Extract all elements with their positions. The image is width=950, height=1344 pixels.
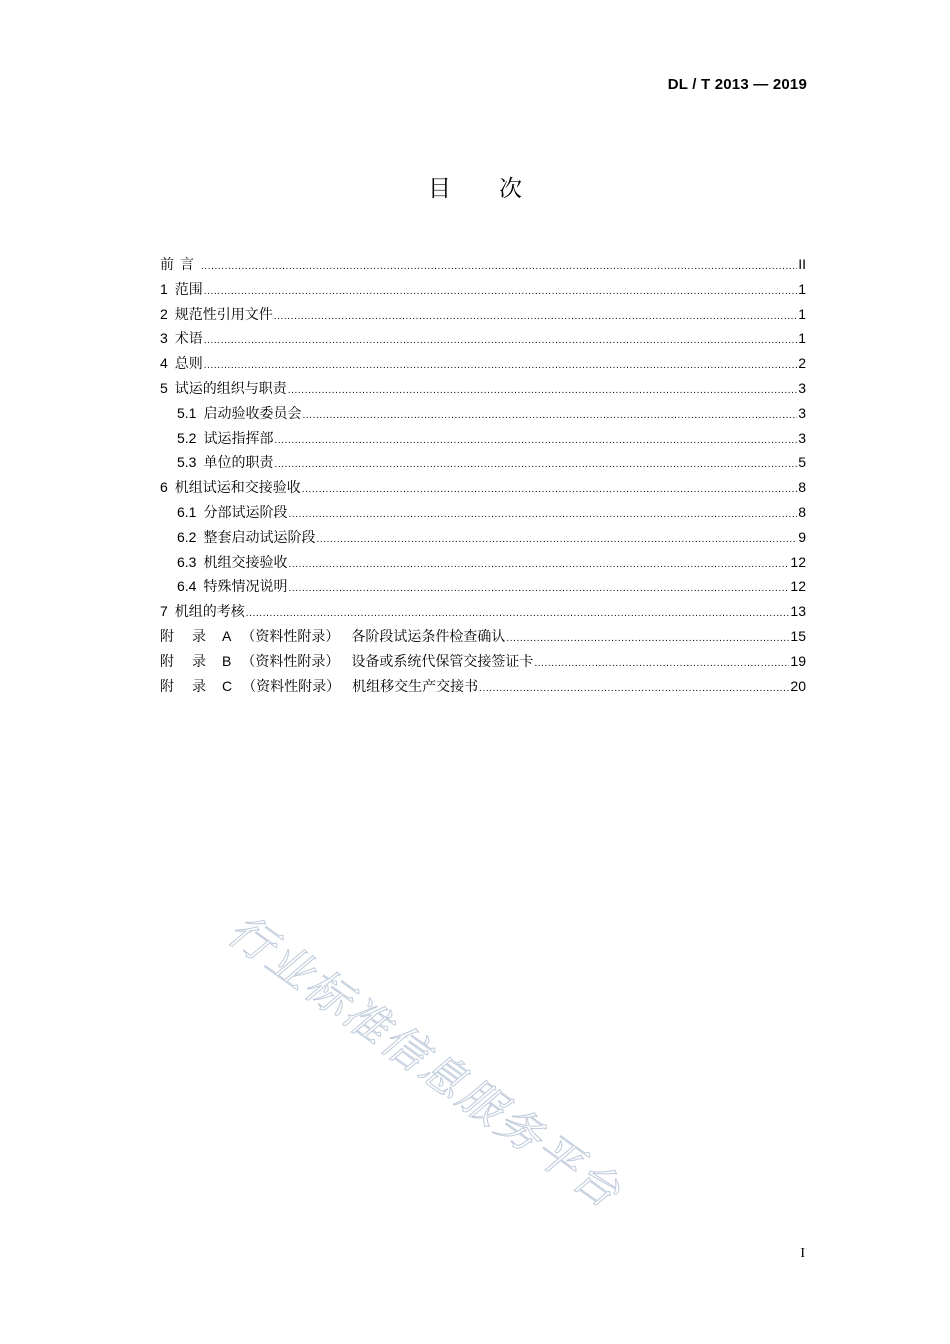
toc-entry-appendix-b[interactable] — [160, 649, 806, 674]
standard-code: DL / T 2013 — 2019 — [667, 76, 807, 93]
appendix-word-1: 附 — [160, 678, 174, 695]
toc-entry-number: 7 — [160, 603, 168, 620]
toc-entry-6-1[interactable] — [160, 500, 806, 525]
table-of-contents — [160, 252, 806, 698]
toc-entry-label: 特殊情况说明 — [203, 579, 288, 596]
toc-entry-page: 12 — [790, 553, 806, 570]
toc-entry-label: 启动验收委员会 — [203, 405, 302, 422]
appendix-word-2: 录 — [192, 628, 206, 645]
toc-entry-page: 8 — [798, 503, 806, 520]
appendix-letter: C — [222, 677, 233, 694]
toc-leader — [506, 627, 789, 652]
toc-entry-page: 1 — [798, 280, 806, 297]
toc-entry-6-2[interactable] — [160, 525, 806, 550]
toc-entry-4[interactable] — [160, 351, 806, 376]
toc-leader — [479, 677, 789, 702]
toc-entry-page: 1 — [798, 305, 806, 322]
toc-entry-number: 6 — [160, 479, 168, 496]
toc-entry-5-1[interactable] — [160, 401, 806, 426]
toc-entry-number: 5 — [160, 379, 168, 396]
toc-entry-label: 机组的考核 — [174, 604, 245, 621]
toc-entry-page: 3 — [798, 379, 806, 396]
toc-entry-number: 2 — [160, 305, 168, 322]
toc-entry-page: 15 — [790, 627, 806, 644]
appendix-letter: B — [222, 652, 232, 669]
toc-leader — [534, 652, 789, 677]
toc-entry-2[interactable] — [160, 302, 806, 327]
toc-entry-5-3[interactable] — [160, 450, 806, 475]
appendix-type: （资料性附录） — [242, 678, 341, 695]
toc-entry-page: 20 — [790, 677, 806, 694]
toc-entry-3[interactable] — [160, 326, 806, 351]
toc-leader — [288, 379, 797, 404]
toc-entry-page: 3 — [798, 404, 806, 421]
toc-entry-label: 总则 — [174, 356, 203, 373]
toc-entry-label — [160, 649, 533, 675]
toc-entry-label: 分部试运阶段 — [203, 504, 288, 521]
toc-entry-6-4[interactable] — [160, 574, 806, 599]
toc-entry-label: 机组交接验收 — [203, 554, 288, 571]
toc-leader — [204, 280, 797, 305]
toc-entry-5-2[interactable] — [160, 426, 806, 451]
toc-entry-page: 9 — [798, 528, 806, 545]
toc-entry-number: 3 — [160, 330, 168, 347]
toc-entry-page: 13 — [790, 603, 806, 620]
toc-leader — [288, 577, 789, 602]
watermark: 行业标准信息服务平台 — [218, 904, 631, 1220]
toc-entry-number: 6.3 — [177, 553, 197, 570]
appendix-letter: A — [222, 627, 232, 644]
toc-entry-6-3[interactable] — [160, 550, 806, 575]
toc-entry-page: 8 — [798, 479, 806, 496]
toc-entry-page: II — [798, 256, 806, 272]
appendix-title: 机组移交生产交接书 — [352, 678, 479, 695]
toc-entry-7[interactable] — [160, 599, 806, 624]
toc-entry-label: 整套启动试运阶段 — [203, 529, 316, 546]
toc-entry-number: 6.2 — [177, 528, 197, 545]
toc-entry-number: 5.3 — [177, 454, 197, 471]
toc-entry-number: 6.4 — [177, 578, 197, 595]
toc-entry-number: 6.1 — [177, 503, 197, 520]
toc-entry-6[interactable] — [160, 475, 806, 500]
toc-entry-foreword[interactable] — [160, 252, 806, 277]
toc-entry-label: 试运的组织与职责 — [174, 380, 287, 397]
toc-entry-page: 3 — [798, 429, 806, 446]
toc-entry-page: 12 — [790, 578, 806, 595]
appendix-word-1: 附 — [160, 653, 174, 670]
toc-leader — [274, 305, 797, 330]
toc-entry-5[interactable] — [160, 376, 806, 401]
toc-entry-label — [160, 674, 478, 700]
toc-leader — [316, 528, 797, 553]
toc-leader — [302, 478, 797, 503]
toc-entry-page: 1 — [798, 330, 806, 347]
appendix-title: 设备或系统代保管交接签证卡 — [351, 653, 534, 670]
toc-entry-number: 5.2 — [177, 429, 197, 446]
toc-leader — [201, 255, 797, 280]
appendix-type: （资料性附录） — [241, 653, 340, 670]
toc-entry-number: 4 — [160, 355, 168, 372]
toc-entry-number: 5.1 — [177, 404, 197, 421]
toc-leader — [274, 453, 797, 478]
toc-entry-label: 范围 — [174, 281, 203, 298]
appendix-word-1: 附 — [160, 628, 174, 645]
toc-entry-1[interactable] — [160, 277, 806, 302]
appendix-word-2: 录 — [192, 653, 206, 670]
toc-leader — [204, 329, 797, 354]
appendix-title: 各阶段试运条件检查确认 — [351, 628, 506, 645]
toc-leader — [204, 354, 797, 379]
page-number: I — [800, 1246, 805, 1261]
toc-entry-label: 试运指挥部 — [203, 430, 274, 447]
toc-entry-label — [160, 624, 505, 650]
toc-entry-page: 5 — [798, 454, 806, 471]
toc-leader — [274, 429, 797, 454]
toc-entry-appendix-a[interactable] — [160, 624, 806, 649]
toc-entry-label: 前言 — [160, 257, 200, 273]
toc-leader — [288, 503, 797, 528]
toc-entry-page: 2 — [798, 355, 806, 372]
appendix-type: （资料性附录） — [241, 628, 340, 645]
toc-entry-label: 术语 — [174, 331, 203, 348]
toc-leader — [302, 404, 797, 429]
toc-entry-page: 19 — [790, 652, 806, 669]
page-title: 目次 — [428, 176, 570, 202]
toc-entry-label: 单位的职责 — [203, 455, 274, 472]
toc-entry-label: 机组试运和交接验收 — [174, 480, 301, 497]
toc-leader — [288, 553, 789, 578]
toc-entry-appendix-c[interactable] — [160, 674, 806, 699]
toc-entry-number: 1 — [160, 280, 168, 297]
appendix-word-2: 录 — [192, 678, 206, 695]
toc-entry-label: 规范性引用文件 — [174, 306, 273, 323]
